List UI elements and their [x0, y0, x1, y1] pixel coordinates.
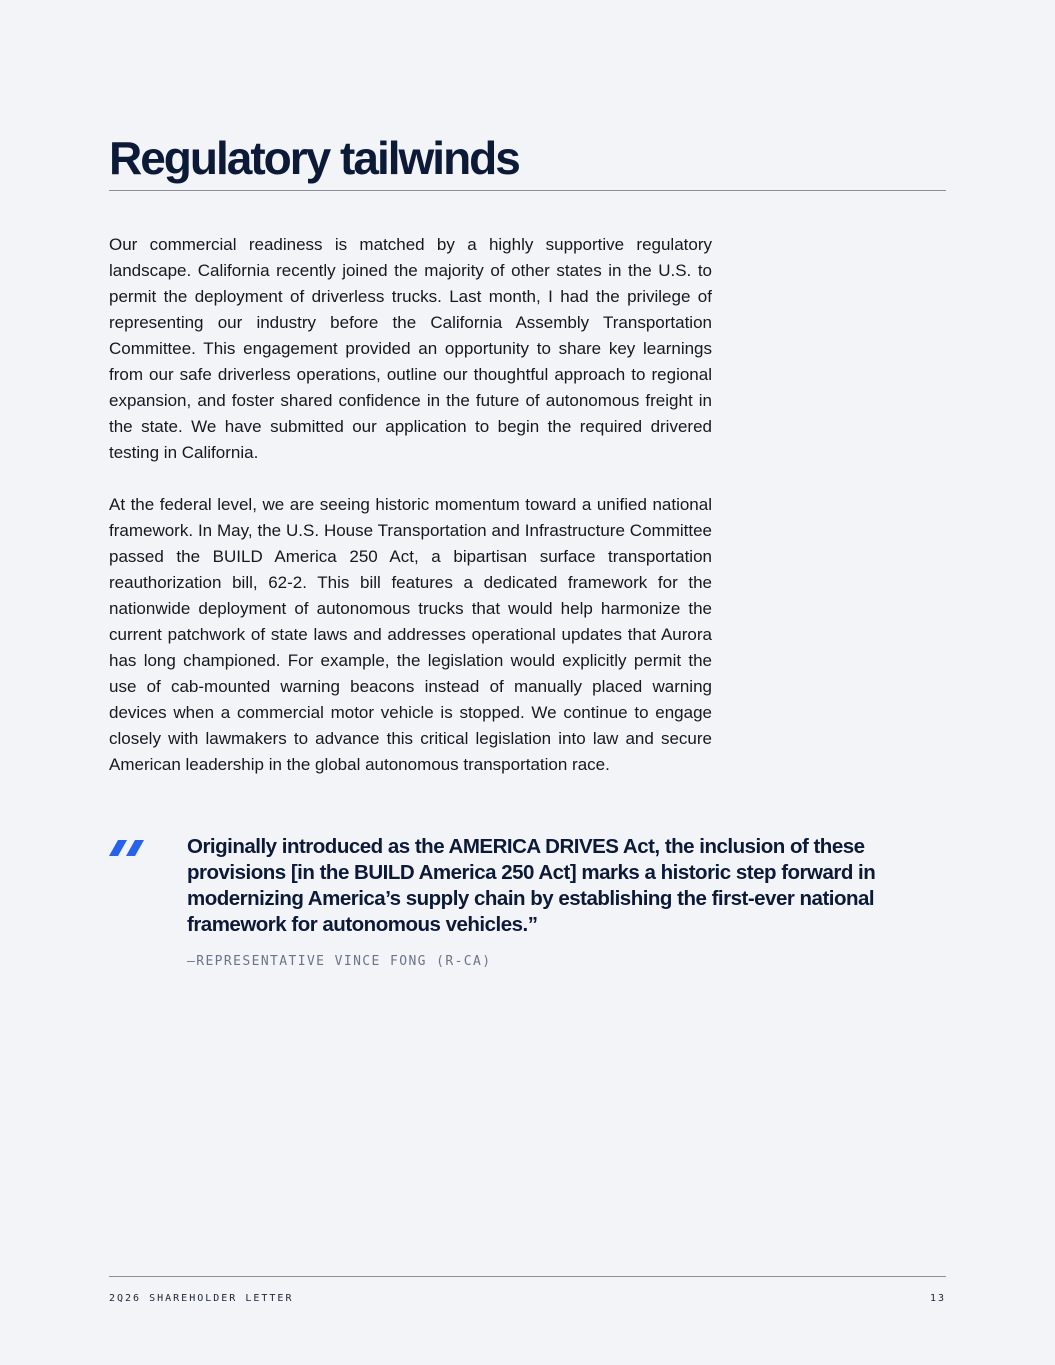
- quote-slashes-icon: [109, 840, 145, 856]
- footer-document-label: 2Q26 SHAREHOLDER LETTER: [109, 1293, 294, 1304]
- quote-attribution: —REPRESENTATIVE VINCE FONG (R-CA): [187, 954, 492, 969]
- footer-page-number: 13: [929, 1293, 946, 1304]
- paragraph-federal-framework: At the federal level, we are seeing historic momentum toward a unified national framework. In May, the U.S. House Transportation and Infrastructure Committee passed the BUILD America 250 Act, a bipartisan surface transportation reauthorization bill, 62-2. This bill features a dedicated framework for the nationwide deployment of autonomous trucks that would help harmonize the current patchwork of state laws and addresses operational updates that Aurora has long championed. For example, the legislation would explicitly permit the use of cab-mounted warning beacons instead of manually placed warning devices when a commercial motor vehicle is stopped. We continue to engage closely with lawmakers to advance this critical legislation into law and secure American leadership in the global autonomous transportation race.: [109, 495, 712, 774]
- title-divider: [109, 190, 946, 191]
- pull-quote: Originally introduced as the AMERICA DRIVES Act, the inclusion of these provisions [in the BUILD America 250 Act] marks a historic step forward in modernizing America’s supply chain by establishing the first-ever national framework for autonomous vehicles.”: [187, 835, 876, 936]
- body-text: [109, 232, 712, 804]
- paragraph-state-regulation: Our commercial readiness is matched by a highly supportive regulatory landscape. California recently joined the majority of other states in the U.S. to permit the deployment of driverless trucks. Last month, I had the privilege of representing our industry before the California Assembly Transportation Committee. This engagement provided an opportunity to share key learnings from our safe driverless operations, outline our thoughtful approach to regional expansion, and foster shared confidence in the future of autonomous freight in the state. We have submitted our application to begin the required drivered testing in California.: [109, 235, 712, 462]
- footer-divider: [109, 1276, 946, 1277]
- page-title: Regulatory tailwinds: [109, 132, 519, 184]
